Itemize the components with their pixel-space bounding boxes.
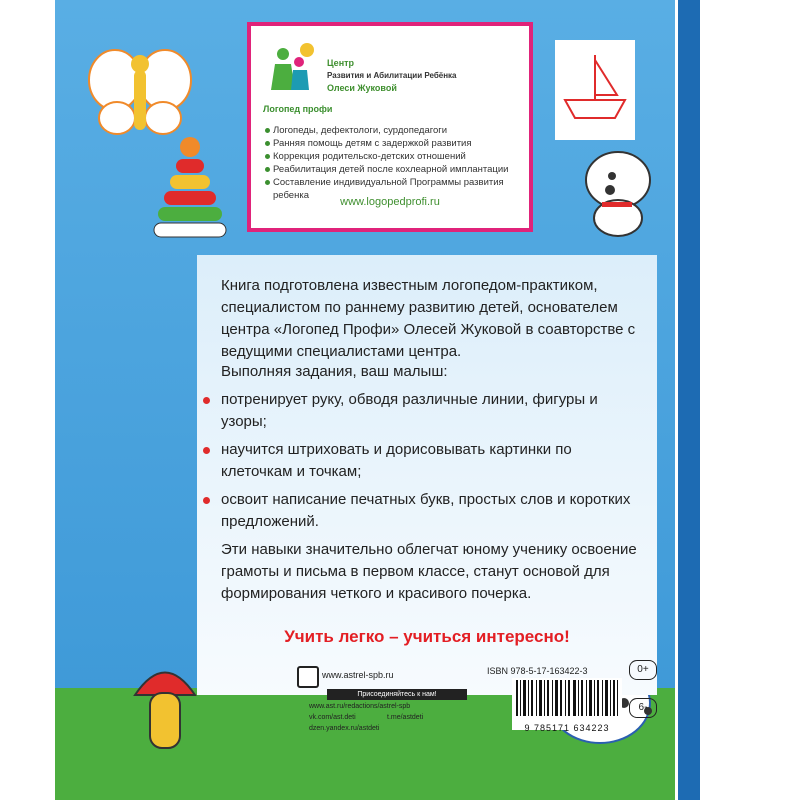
bullet-item — [221, 389, 641, 433]
book-back-cover — [55, 0, 675, 800]
list-item: Ранняя помощь детям с задержкой развития — [265, 137, 527, 150]
vk-link[interactable]: vk.com/ast.deti — [309, 714, 356, 721]
logo-caption: Логопед профи — [263, 104, 333, 114]
stacking-toy-illustration — [150, 135, 230, 240]
age-rating-badge-secondary: 6- — [629, 698, 657, 718]
bullet-text: освоит написание печатных букв, простых слов и коротких предложений. — [221, 491, 631, 530]
barcode-bars — [512, 678, 622, 718]
redactions-link[interactable]: www.ast.ru/redactions/astrel-spb — [309, 703, 411, 710]
bullet-text: научится штриховать и дорисовывать картинки по клеточкам и точкам; — [221, 441, 572, 480]
services-list — [265, 124, 527, 202]
list-item: Реабилитация детей после кохлеарной имплантации — [265, 163, 527, 176]
center-title: Центр — [327, 58, 355, 68]
list-item: Коррекция родительско-детских отношений — [265, 150, 527, 163]
logoped-profi-logo — [265, 40, 321, 102]
join-text: Присоединяйтесь к нам! — [357, 691, 437, 698]
list-item: Логопеды, дефектологи, сурдопедагоги — [265, 124, 527, 137]
description-panel — [197, 255, 657, 695]
mushroom-illustration — [130, 655, 200, 755]
barcode — [512, 678, 622, 733]
motto: Учить легко – учиться интересно! — [284, 627, 570, 646]
lead-paragraph: Выполняя задания, ваш малыш: — [221, 363, 448, 380]
dot-grid-picture — [555, 40, 635, 140]
bullet-item — [221, 439, 641, 483]
list-item: Составление индивидуальной Программы развития ребенка — [265, 176, 527, 202]
bullet-dot — [203, 497, 210, 504]
publisher-site[interactable]: www.astrel-spb.ru — [322, 670, 394, 680]
barcode-digits: 9 785171 634223 — [524, 723, 610, 733]
center-subtitle: Развития и Абилитации Ребёнка — [327, 71, 457, 80]
bullet-item — [221, 489, 641, 533]
center-owner: Олеси Жуковой — [327, 83, 397, 93]
closing-paragraph: Эти навыки значительно облегчат юному ученику освоение грамоты и письма в первом классе, станут основой для формирования четкого и красивого почерка. — [221, 541, 637, 602]
telegram-link[interactable]: t.me/astdeti — [387, 714, 424, 721]
puppy-illustration — [570, 140, 665, 240]
intro-paragraph: Книга подготовлена известным логопедом-практиком, специалистом по раннему развитию детей, основателем центра «Логопед Профи» Олесей Жуковой в соавторстве с ведущими специалистами центра. — [221, 277, 636, 360]
book-spine-edge — [678, 0, 700, 800]
center-info-card — [247, 22, 533, 232]
publisher-logo — [297, 666, 319, 688]
bullet-text: потренирует руку, обводя различные линии, фигуры и узоры; — [221, 391, 598, 430]
imprint-block — [197, 658, 657, 748]
butterfly-illustration — [85, 40, 195, 140]
join-banner — [327, 689, 467, 700]
dzen-link[interactable]: dzen.yandex.ru/astdeti — [309, 725, 380, 732]
bullet-dot — [203, 397, 210, 404]
age-rating-badge: 0+ — [629, 660, 657, 680]
center-website-link[interactable]: www.logopedprofi.ru — [340, 196, 440, 208]
bullet-dot — [203, 447, 210, 454]
isbn-text: ISBN 978-5-17-163422-3 — [487, 666, 588, 676]
